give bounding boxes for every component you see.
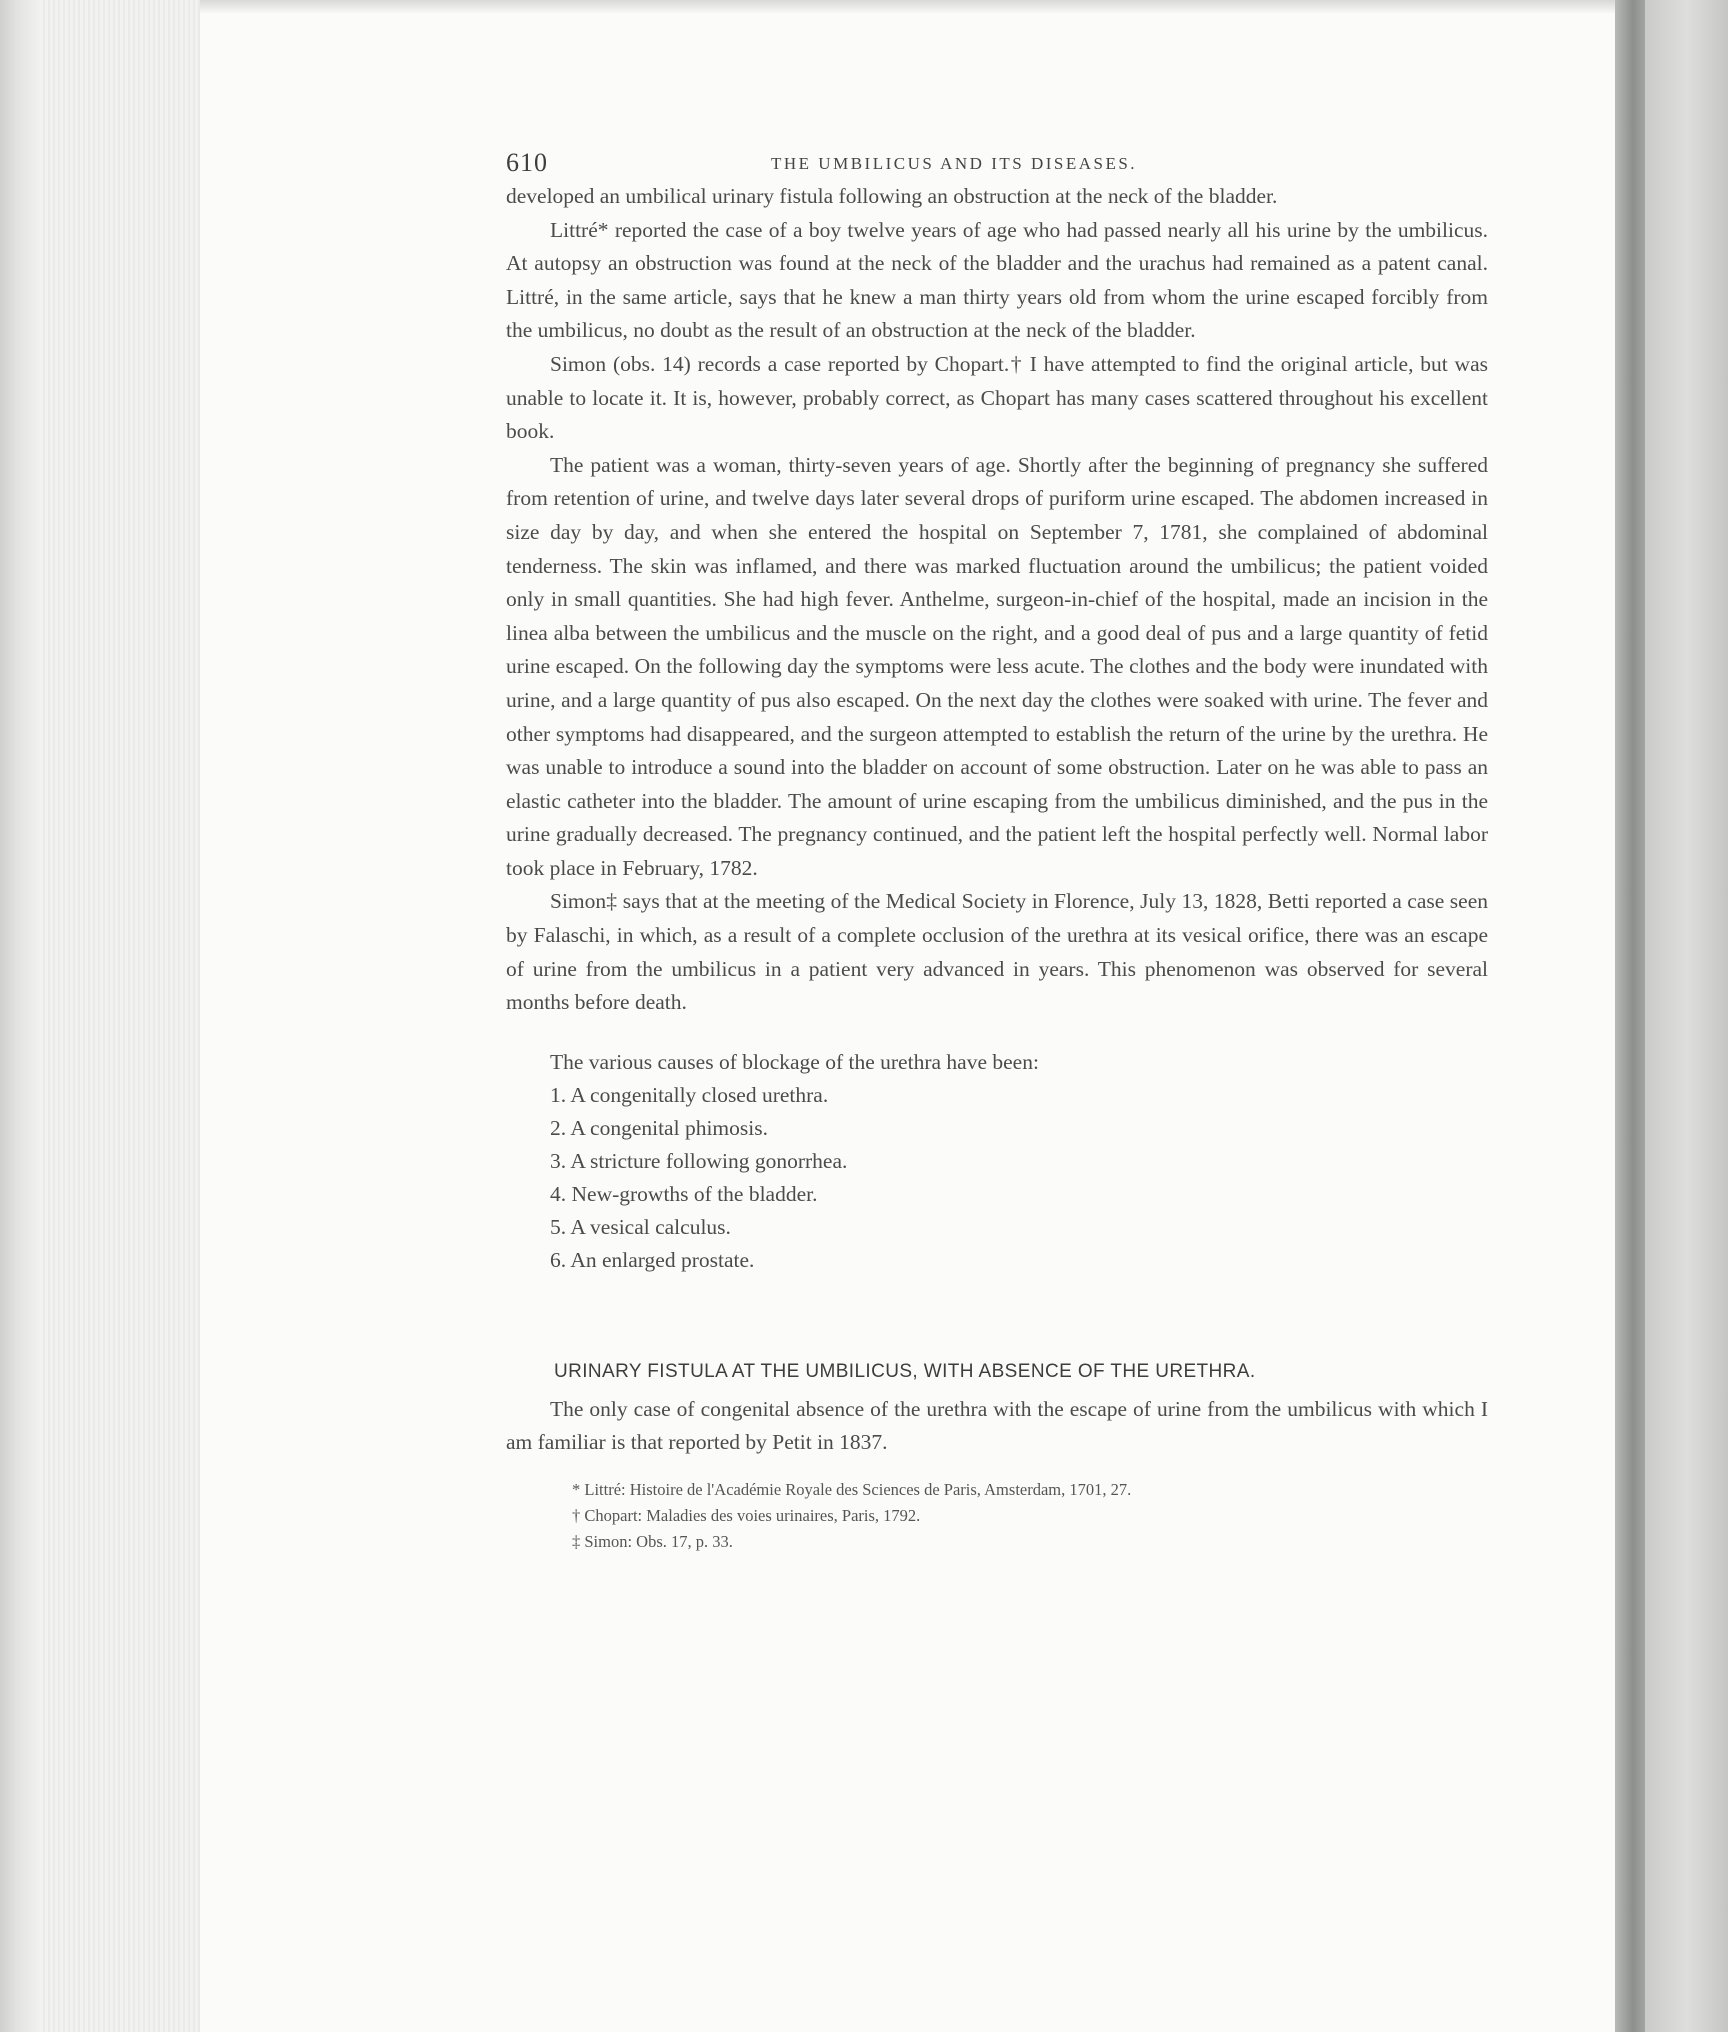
book-gutter-shadow [1615,0,1645,2032]
paragraph-littre: Littré* reported the case of a boy twelve years of age who had passed nearly all his urine by the umbilicus. At autopsy an obstruction was found at the neck of the bladder and the urachus had remained as a patent canal. Littré, in the same article, says that he knew a man thirty years old from whom the urine escaped forcibly from the umbilicus, no doubt as the result of an obstruction at the neck of the bladder. [506,217,1488,343]
body-text [506,180,1488,1020]
list-item: 4. New-growths of the bladder. [550,1181,818,1206]
footnote-chopart: † Chopart: Maladies des voies urinaires, Paris, 1792. [572,1505,921,1525]
running-title: THE UMBILICUS AND ITS DISEASES. [771,154,1138,173]
page-number: 610 [506,148,548,177]
paragraph-continued: developed an umbilical urinary fistula following an obstruction at the neck of the bladder. [506,184,1278,208]
list-item: 1. A congenitally closed urethra. [550,1082,829,1107]
section-heading: URINARY FISTULA AT THE UMBILICUS, WITH ABSENCE OF THE URETHRA. [554,1360,1256,1382]
list-item: 6. An enlarged prostate. [550,1247,755,1272]
section-paragraph: The only case of congenital absence of the urethra with the escape of urine from the umbilicus with which I am familiar is that reported by Petit in 1837. [506,1396,1488,1454]
paragraph-simon-florence: Simon‡ says that at the meeting of the Medical Society in Florence, July 13, 1828, Betti reported a case seen by Falaschi, in which, as a result of a complete occlusion of the urethra at its vesical orifice, there was an escape of urine from the umbilicus in a patient very advanced in years. This phenomenon was observed for several months before death. [506,889,1488,1015]
causes-list [550,1079,1488,1277]
book-page-stack-right [1645,0,1728,2032]
list-item: 5. A vesical calculus. [550,1214,731,1239]
paragraph-case-report: The patient was a woman, thirty-seven years of age. Shortly after the beginning of pregnancy she suffered from retention of urine, and twelve days later several drops of puriform urine escaped. The abdomen increased in size day by day, and when she entered the hospital on September 7, 1781, she complained of abdominal tenderness. The skin was inflamed, and there was marked fluctuation around the umbilicus; the patient voided only in small quantities. She had high fever. Anthelme, surgeon-in-chief of the hospital, made an incision in the linea alba between the umbilicus and the muscle on the right, and a good deal of pus and a large quantity of fetid urine escaped. On the following day the symptoms were less acute. The clothes and the body were inundated with urine, and a large quantity of pus also escaped. On the next day the clothes were soaked with urine. The fever and other symptoms had disappeared, and the surgeon attempted to establish the return of the urine by the urethra. He was unable to introduce a sound into the bladder on account of some obstruction. Later on he was able to pass an elastic catheter into the bladder. The amount of urine escaping from the umbilicus diminished, and the pus in the urine gradually decreased. The pregnancy continued, and the patient left the hospital perfectly well. Normal labor took place in February, 1782. [506,452,1488,880]
running-head [506,140,1488,180]
footnotes [572,1477,1488,1555]
footnote-littre: * Littré: Histoire de l'Académie Royale des Sciences de Paris, Amsterdam, 1701, 27. [572,1479,1132,1499]
causes-intro: The various causes of blockage of the urethra have been: [550,1049,1039,1074]
book-page-stack-left [0,0,40,2032]
page-top-shadow [200,0,1615,14]
causes-list-block [550,1046,1488,1277]
page-content [506,140,1488,1555]
book-page-edges [40,0,220,2032]
footnote-simon: ‡ Simon: Obs. 17, p. 33. [572,1531,733,1551]
list-item: 3. A stricture following gonorrhea. [550,1148,848,1173]
section-body [506,1393,1488,1459]
paragraph-simon-chopart: Simon (obs. 14) records a case reported by Chopart.† I have attempted to find the original article, but was unable to locate it. It is, however, probably correct, as Chopart has many cases scattered throughout his excellent book. [506,351,1488,444]
list-item: 2. A congenital phimosis. [550,1115,768,1140]
